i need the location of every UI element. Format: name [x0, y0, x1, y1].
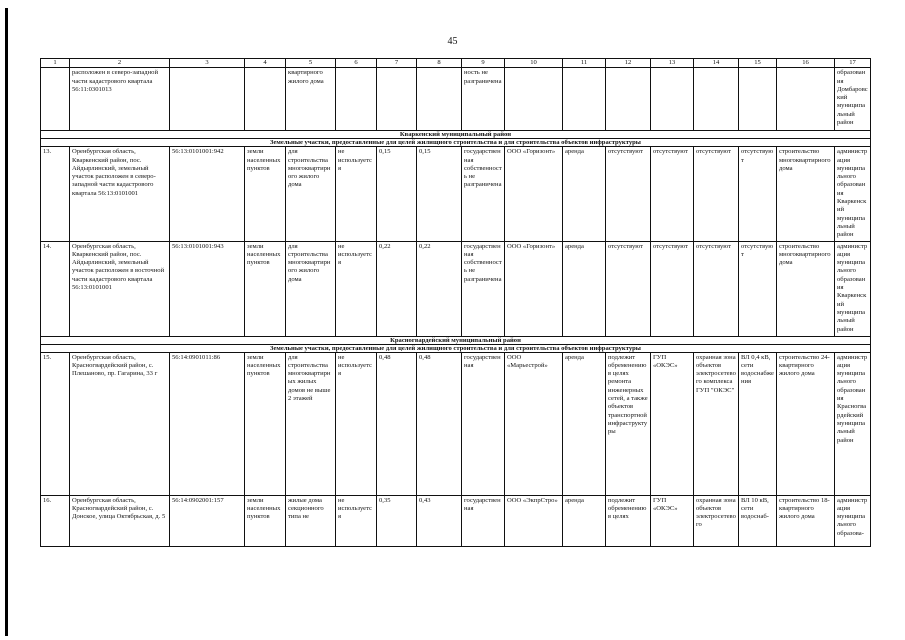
table-cell: не используется	[336, 147, 377, 241]
section-heading: Кваркенский муниципальный район	[41, 131, 871, 139]
table-cell: 9	[462, 59, 505, 68]
table-cell: 1	[41, 59, 70, 68]
table-cell: государственная	[462, 352, 505, 495]
table-cell: строительство многоквартирного дома	[777, 241, 835, 336]
table-cell: 13.	[41, 147, 70, 241]
district-heading-krasnogvard	[41, 336, 871, 344]
table-cell: не используется	[336, 241, 377, 336]
table-cell: охранная зона объектов электросетевого комплекса ГУП "ОКЭС"	[694, 352, 739, 495]
table-row	[41, 352, 871, 495]
table-cell: аренда	[563, 495, 606, 546]
table-cell	[606, 68, 651, 131]
table-cell: 14.	[41, 241, 70, 336]
section-subtitle-kvarkeno	[41, 139, 871, 147]
table-cell: 0,22	[417, 241, 462, 336]
table-cell: 13	[651, 59, 694, 68]
table-cell: подлежит обременению в целях	[606, 495, 651, 546]
table-cell: 16	[777, 59, 835, 68]
table-cell	[694, 68, 739, 131]
header-row	[41, 59, 871, 68]
table-cell: земли населенных пунктов	[245, 147, 286, 241]
table-cell: 11	[563, 59, 606, 68]
table-cell	[563, 68, 606, 131]
section-subtitle-krasnogvard	[41, 344, 871, 352]
table-cell: отсутствуют	[651, 241, 694, 336]
table-cell: 0,22	[377, 241, 417, 336]
table-cell: Оренбургская область, Красногвардейский район, с. Плешаново, пр. Гагарина, 33 г	[70, 352, 170, 495]
table-cell: не используется	[336, 495, 377, 546]
table-cell: отсутствуют	[694, 147, 739, 241]
table-cell: ООО «ЭкпрСтро»	[505, 495, 563, 546]
table-cell: образования Домбаровский муниципальный район	[835, 68, 871, 131]
table-cell	[505, 68, 563, 131]
table-cell: строительство 18-квартирного жилого дома	[777, 495, 835, 546]
table-cell: 0,48	[377, 352, 417, 495]
table-cell: для строительства многоквартирного жилого дома	[286, 241, 336, 336]
table-cell	[245, 68, 286, 131]
table-cell: отсутствуют	[739, 147, 777, 241]
table-cell: для строительства многоквартирного жилого дома	[286, 147, 336, 241]
table-cell	[41, 68, 70, 131]
table-cell: администрация муниципального образования Красногвардейский муниципальный район	[835, 352, 871, 495]
table-cell: не используется	[336, 352, 377, 495]
table-cell: отсутствуют	[651, 147, 694, 241]
table-cell: строительство многоквартирного дома	[777, 147, 835, 241]
table-cell: ВЛ 10 кВ, сети водоснаб-	[739, 495, 777, 546]
table-cell: государственная собственность не разграничена	[462, 147, 505, 241]
table-cell: 16.	[41, 495, 70, 546]
table-body	[41, 59, 871, 547]
table-cell: ВЛ 0,4 кВ, сети водоснабжения	[739, 352, 777, 495]
table-cell: ООО «Горизонт»	[505, 147, 563, 241]
table-cell: 8	[417, 59, 462, 68]
table-cell: жилые дома секционного типа не	[286, 495, 336, 546]
table-cell: строительство 24-квартирного жилого дома	[777, 352, 835, 495]
table-cell	[336, 68, 377, 131]
section-heading: Земельные участки, предоставленные для целей жилищного строительства и для строительства объектов инфраструктуры	[41, 139, 871, 147]
table-cell: 56:13:0101001:942	[170, 147, 245, 241]
table-cell: земли населенных пунктов	[245, 352, 286, 495]
table-cell: охранная зона объектов электросетевого	[694, 495, 739, 546]
table-cell: отсутствуют	[606, 241, 651, 336]
table-cell: 17	[835, 59, 871, 68]
table-cell: ООО «Марьестрой»	[505, 352, 563, 495]
land-plots-table	[40, 58, 871, 547]
table-cell: подлежит обременению в целях ремонта инженерных сетей, а также объектов транспортной инфраструктуры	[606, 352, 651, 495]
table-cell: администрация муниципального образования Кваркенский муниципальный район	[835, 241, 871, 336]
table-cell: Оренбургская область, Красногвардейский район, с. Донское, улица Октябрьская, д. 5	[70, 495, 170, 546]
table-cell: отсутствуют	[739, 241, 777, 336]
table-cell: 0,43	[417, 495, 462, 546]
table-cell	[651, 68, 694, 131]
section-heading: Земельные участки, предоставленные для целей жилищного строительства и для строительства объектов инфраструктуры	[41, 344, 871, 352]
table-cell: 2	[70, 59, 170, 68]
table-cell: 0,15	[377, 147, 417, 241]
table-cell: 6	[336, 59, 377, 68]
table-cell: 56:14:0901011:86	[170, 352, 245, 495]
table-cell: 56:13:0101001:943	[170, 241, 245, 336]
table-cell: ГУП «ОКЭС»	[651, 352, 694, 495]
table-cell	[777, 68, 835, 131]
section-heading: Красногвардейский муниципальный район	[41, 336, 871, 344]
table-cell: 3	[170, 59, 245, 68]
table-cell: 0,48	[417, 352, 462, 495]
table-cell: 10	[505, 59, 563, 68]
table-cell: 0,35	[377, 495, 417, 546]
table-cell: расположен в северо-западной части кадастрового квартала 56:11:0301013	[70, 68, 170, 131]
table-cell: земли населенных пунктов	[245, 495, 286, 546]
table-cell: ность не разграничена	[462, 68, 505, 131]
table-cell: Оренбургская область, Кваркенский район, пос. Айдырлинский, земельный участок расположен в северо-западной части кадастрового квартала 56:13:0101001	[70, 147, 170, 241]
table-cell: отсутствуют	[694, 241, 739, 336]
table-cell: 12	[606, 59, 651, 68]
table-cell: Оренбургская область, Кваркенский район, пос. Айдырлинский, земельный участок расположен в восточной части кадастрового квартала 56:13:0101001	[70, 241, 170, 336]
table-cell	[417, 68, 462, 131]
table-row	[41, 147, 871, 241]
table-cell: земли населенных пунктов	[245, 241, 286, 336]
table-cell: администрация муниципального образования Кваркенский муниципальный район	[835, 147, 871, 241]
table-cell: аренда	[563, 241, 606, 336]
table-cell: 4	[245, 59, 286, 68]
table-cell: 7	[377, 59, 417, 68]
table-cell: государственная	[462, 495, 505, 546]
table-cell: государственная собственность не разграничена	[462, 241, 505, 336]
table-cell	[170, 68, 245, 131]
table-cell: 15.	[41, 352, 70, 495]
table-cell	[377, 68, 417, 131]
table-cell: для строительства многоквартирных жилых домов не выше 2 этажей	[286, 352, 336, 495]
table-cell: 5	[286, 59, 336, 68]
table-cell: ООО «Горизонт»	[505, 241, 563, 336]
table-cell: администрация муниципального образова-	[835, 495, 871, 546]
table-cell: 15	[739, 59, 777, 68]
table-row	[41, 241, 871, 336]
table-cell: 56:14:0902001:157	[170, 495, 245, 546]
page-number: 45	[447, 36, 458, 47]
table-row	[41, 495, 871, 546]
table-row	[41, 68, 871, 131]
table-cell: отсутствуют	[606, 147, 651, 241]
table-cell: ГУП «ОКЭС»	[651, 495, 694, 546]
district-heading-kvarkeno	[41, 131, 871, 139]
table-cell: 14	[694, 59, 739, 68]
table-cell: аренда	[563, 147, 606, 241]
table-cell: 0,15	[417, 147, 462, 241]
table-cell: квартирного жилого дома	[286, 68, 336, 131]
table-cell	[739, 68, 777, 131]
binder-line	[5, 8, 8, 636]
table-cell: аренда	[563, 352, 606, 495]
